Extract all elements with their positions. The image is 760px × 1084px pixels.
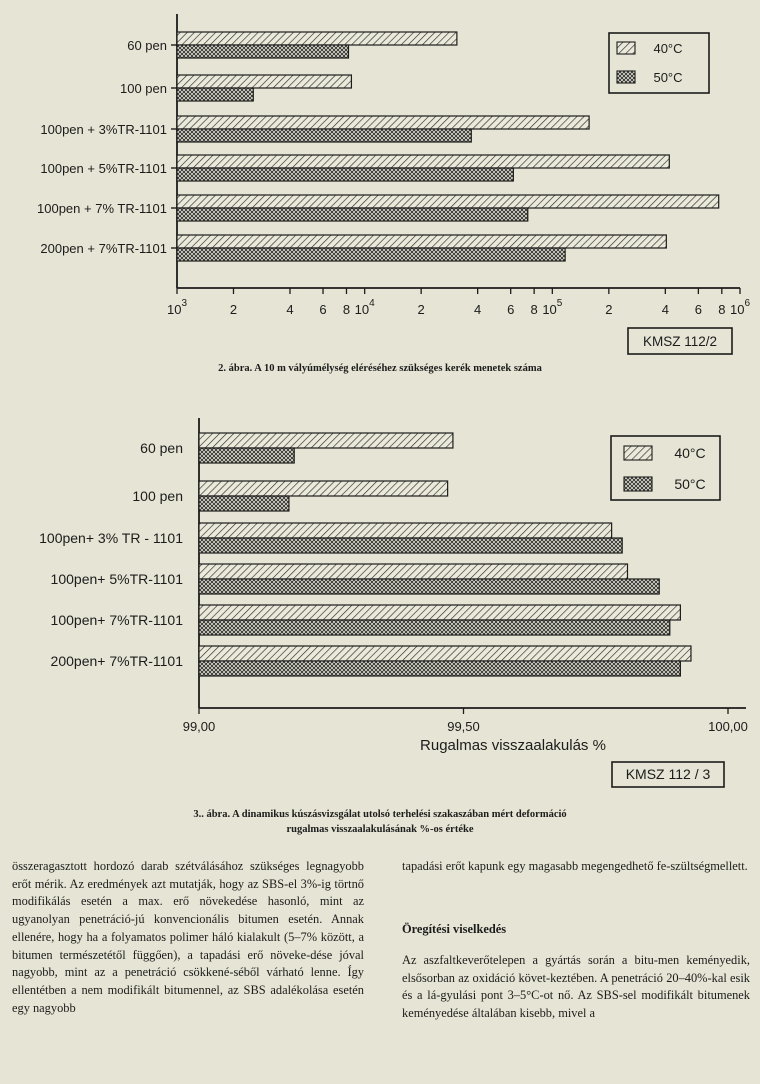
category-label: 100pen+ 3% TR - 1101 [39,530,183,546]
bar [177,45,348,58]
x-tick-label: 6 [319,302,327,317]
bar [177,168,513,181]
x-tick-label: 99,00 [182,719,216,734]
x-tick-label: 4 [474,302,482,317]
bar [199,433,453,448]
x-tick-label: 8 [718,302,726,317]
bar [199,661,680,676]
figure-3-caption-line-2: rugalmas visszaalakulásának %-os értéke [286,824,474,835]
bar [199,496,289,511]
bar [199,564,627,579]
legend-swatch [624,446,652,460]
legend-swatch [617,71,635,83]
x-tick-label: $10^6$ [729,298,751,317]
badge-label: KMSZ 112/2 [642,334,718,349]
bar [199,579,659,594]
bar [177,155,669,168]
legend-swatch [624,477,652,491]
bar [177,88,253,101]
bar [199,605,680,620]
category-label: 100 pen [120,81,167,96]
category-label: 100pen + 7% TR-1101 [37,201,167,216]
bar [199,538,622,553]
x-tick-label: 99,50 [447,719,480,734]
x-tick-label: 4 [661,302,669,317]
legend-label: 40°C [674,445,706,461]
category-label: 100pen+ 7%TR-1101 [50,612,183,628]
bar [177,75,351,88]
category-label: 200pen+ 7%TR-1101 [50,653,183,669]
x-tick-label: 100,00 [708,719,748,734]
badge-label: KMSZ 112 / 3 [625,766,711,782]
legend-label: 40°C [653,41,683,56]
bar [177,195,719,208]
x-tick-label: 6 [694,302,702,317]
category-label: 60 pen [127,38,167,53]
x-tick-label: 6 [507,302,515,317]
bar [177,129,471,142]
chart-elastic-recovery [0,398,760,793]
figure-3-caption-line-1: 3.. ábra. A dinamikus kúszásvizsgálat utolsó terhelési szakaszában mért deformáció [193,809,567,820]
category-label: 100 pen [132,488,183,504]
right-text-intro [402,858,750,876]
chart-wheel-passes [0,0,760,355]
left-paragraph: összeragasztott hordozó darab szétválásához szükséges legnagyobb erőt mérik. Az eredmények azt mutatják, hogy az SBS-el 3%-ig törtnő modifikálás esetén a max. erő növekedése hasonló, mint az ugyanolyan penetráció-jú konvencionális bitumen esetén. Annak ellenére, hogy ha a folyamatos polimer háló kialakult (5–7% között, a bitumen természetétől függően), a tapadási erő növeke-dése jóval nagyobb, mint az a penetráció csökkené-séből várható lenne. Így ellentétben a nem modifikált bitumennel, az SBS adalékolása esetén egy nagyobb [12,859,364,1015]
category-label: 100pen + 3%TR-1101 [40,122,167,137]
x-tick-label: $10^3$ [166,298,188,317]
bar [199,448,294,463]
x-tick-label: $10^4$ [354,298,375,317]
bar [199,620,670,635]
bar [177,32,457,45]
category-label: 200pen + 7%TR-1101 [40,241,167,256]
right-intro-paragraph: tapadási erőt kapunk egy magasabb megengedhető fe-szültségmellett. [402,859,748,873]
category-label: 100pen + 5%TR-1101 [40,161,167,176]
left-text-column [12,858,364,1017]
x-tick-label: $10^5$ [542,298,563,317]
right-body-paragraph: Az aszfaltkeverőtelepen a gyártás során a bitu-men keményedik, elsősorban az oxidáció követ-keztében. A penetráció 20–40%-kal esik és a lá-gyulási pont 3–5°C-ot nő. Az SBS-sel modifikált bitumenek keményedése általában kisebb, mivel a [402,953,750,1021]
x-axis-title: Rugalmas visszaalakulás % [420,737,606,754]
figure-2-caption: 2. ábra. A 10 m vályúmélység eléréséhez szükséges kerék menetek száma [218,363,542,374]
category-label: 100pen+ 5%TR-1101 [50,571,183,587]
x-tick-label: 8 [342,302,351,317]
section-heading: Öregítési viselkedés [402,922,507,936]
legend-swatch [617,42,635,54]
legend-label: 50°C [653,70,683,85]
bar [199,481,448,496]
x-tick-label: 2 [417,302,425,317]
x-tick-label: 8 [530,302,538,317]
bar [199,523,612,538]
x-tick-label: 2 [229,302,238,317]
bar [199,646,691,661]
x-tick-label: 2 [605,302,613,317]
category-label: 60 pen [140,440,183,456]
bar [177,235,666,248]
right-text-body [402,952,750,1023]
bar [177,208,528,221]
bar [177,116,589,129]
x-tick-label: 4 [286,302,294,317]
bar [177,248,565,261]
legend-label: 50°C [674,476,706,492]
